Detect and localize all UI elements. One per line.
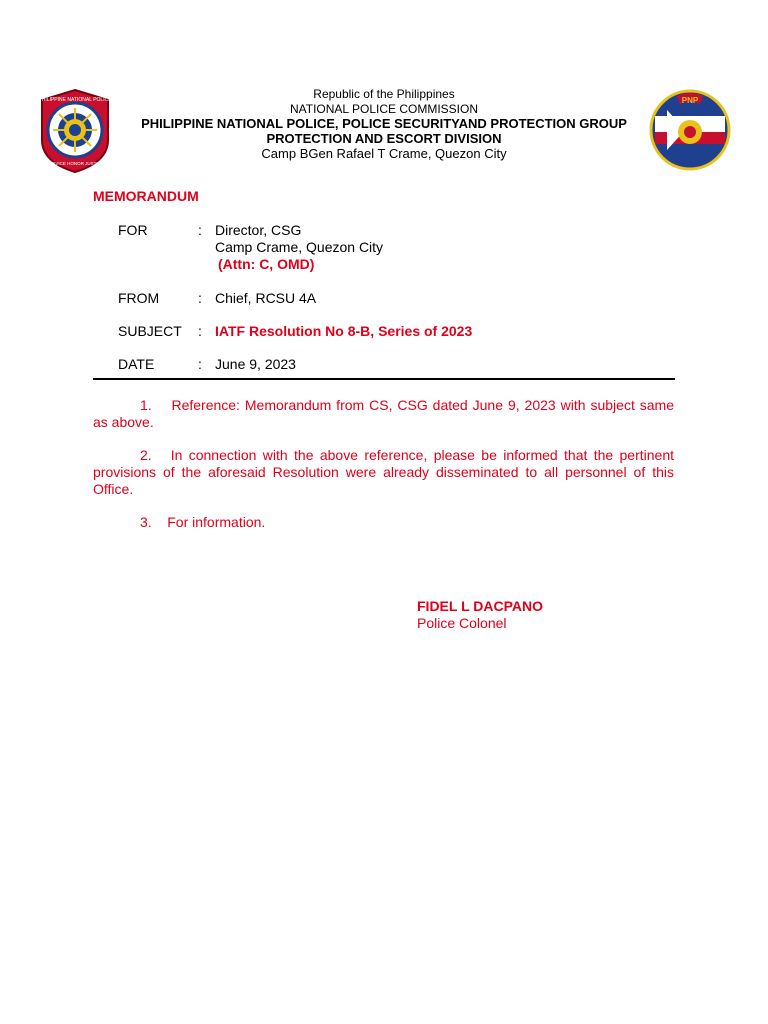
memo-date-label: DATE bbox=[118, 356, 155, 372]
header-republic: Republic of the Philippines bbox=[313, 87, 455, 101]
memo-date-value: June 9, 2023 bbox=[215, 356, 296, 372]
paragraph-1 bbox=[93, 397, 674, 431]
memo-from-label: FROM bbox=[118, 290, 160, 306]
memo-from-colon: : bbox=[198, 290, 202, 306]
right-seal-text: PNP bbox=[681, 96, 699, 105]
memo-date-row bbox=[118, 356, 296, 372]
paragraph-3 bbox=[93, 514, 674, 531]
memo-subject-row bbox=[118, 323, 472, 339]
memo-for-colon: : bbox=[198, 222, 202, 238]
paragraph-2-text: In connection with the above reference, please be informed that the pertinent provisions of the aforesaid Resolution were already disseminated to all personnel of this Office. bbox=[93, 447, 674, 497]
paragraph-1-number: 1. bbox=[140, 397, 152, 413]
memo-subject-colon: : bbox=[198, 323, 202, 339]
memo-from-row bbox=[118, 290, 316, 306]
memo-subject-label: SUBJECT bbox=[118, 323, 182, 339]
memo-subject-value: IATF Resolution No 8-B, Series of 2023 bbox=[215, 323, 473, 339]
memo-for-attn: (Attn: C, OMD) bbox=[218, 256, 315, 272]
paragraph-1-text: Reference: Memorandum from CS, CSG dated June 9, 2023 with subject same as above. bbox=[93, 397, 675, 430]
header-pnp-pspg: PHILIPPINE NATIONAL POLICE, POLICE SECURITYAND PROTECTION GROUP bbox=[141, 116, 627, 131]
header-address: Camp BGen Rafael T Crame, Quezon City bbox=[261, 146, 507, 161]
signatory-rank: Police Colonel bbox=[417, 615, 507, 631]
header-napolcom: NATIONAL POLICE COMMISSION bbox=[289, 102, 479, 116]
signatory-name: FIDEL L DACPANO bbox=[417, 598, 544, 614]
memo-from-value: Chief, RCSU 4A bbox=[215, 290, 317, 306]
memo-date-colon: : bbox=[198, 356, 202, 372]
memo-for-value: Director, CSG bbox=[215, 222, 302, 238]
left-seal-text: PHILIPPINE NATIONAL POLICE bbox=[38, 97, 112, 103]
memo-for-value-2: Camp Crame, Quezon City bbox=[215, 239, 384, 255]
memo-for-row bbox=[118, 222, 301, 238]
header-divider bbox=[93, 378, 675, 380]
memo-for-label: FOR bbox=[118, 222, 148, 238]
memo-title: MEMORANDUM bbox=[93, 188, 199, 204]
paragraph-3-text: For information. bbox=[167, 514, 266, 530]
paragraph-2-number: 2. bbox=[140, 447, 152, 463]
header-division: PROTECTION AND ESCORT DIVISION bbox=[266, 131, 502, 146]
paragraph-3-number: 3. bbox=[140, 514, 152, 530]
left-seal-bottom-text: SERVICE HONOR JUSTICE bbox=[46, 161, 104, 166]
paragraph-2 bbox=[93, 447, 674, 498]
